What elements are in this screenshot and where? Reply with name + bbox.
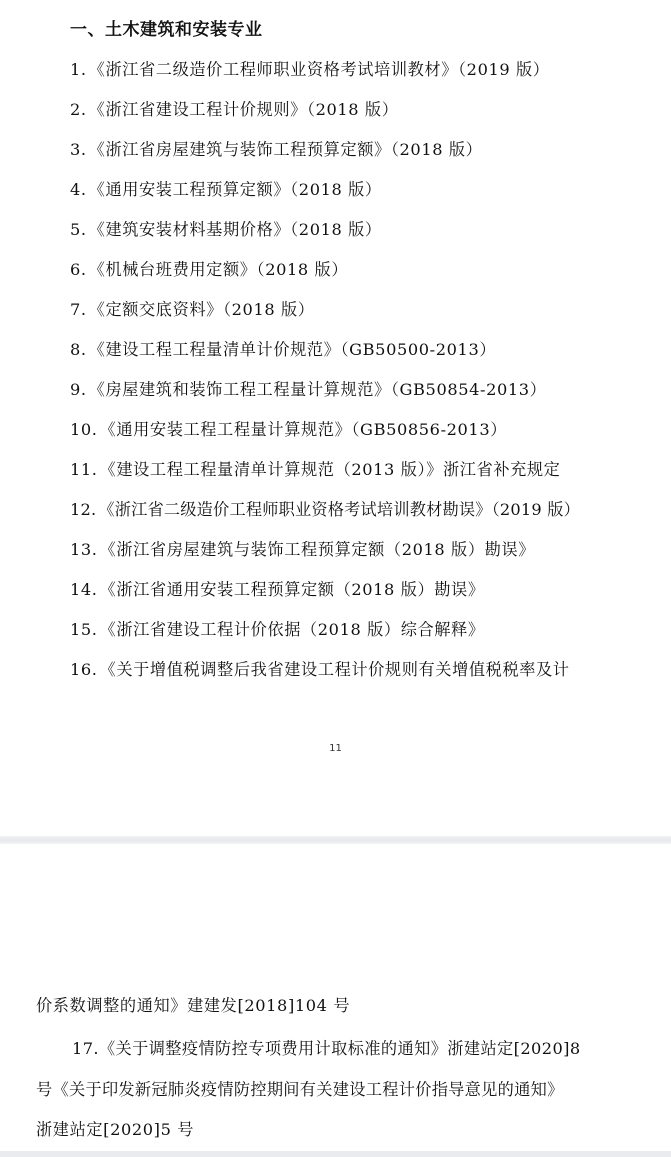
list-item: 7. 《定额交底资料》（2018 版）: [70, 300, 315, 319]
continued-line: 浙建站定[2020]5 号: [36, 1120, 195, 1139]
list-item: 1. 《浙江省二级造价工程师职业资格考试培训教材》（2019 版）: [70, 60, 550, 79]
list-item: 5. 《建筑安装材料基期价格》（2018 版）: [70, 220, 382, 239]
section-heading: 一、土木建筑和安装专业: [70, 20, 263, 40]
list-item: 4. 《通用安装工程预算定额》（2018 版）: [70, 180, 382, 199]
continued-line: 价系数调整的通知》建建发[2018]104 号: [36, 996, 351, 1015]
list-item: 11. 《建设工程工程量清单计算规范（2013 版）》浙江省补充规定: [70, 460, 561, 479]
list-item-17: 17.《关于调整疫情防控专项费用计取标准的通知》浙建站定[2020]8: [72, 1039, 581, 1058]
document-page-12: [0, 844, 671, 1157]
list-item: 13. 《浙江省房屋建筑与装饰工程预算定额（2018 版）勘误》: [70, 540, 535, 559]
list-item: 12. 《浙江省二级造价工程师职业资格考试培训教材勘误》（2019 版）: [70, 500, 581, 519]
list-item: 10. 《通用安装工程工程量计算规范》（GB50856-2013）: [70, 420, 508, 439]
list-item: 6. 《机械台班费用定额》（2018 版）: [70, 260, 349, 279]
list-item: 9. 《房屋建筑和装饰工程工程量计算规范》（GB50854-2013）: [70, 380, 547, 399]
list-item: 8. 《建设工程工程量清单计价规范》（GB50500-2013）: [70, 340, 497, 359]
list-item: 2. 《浙江省建设工程计价规则》（2018 版）: [70, 100, 399, 119]
list-item: 14. 《浙江省通用安装工程预算定额（2018 版）勘误》: [70, 580, 485, 599]
page-divider: [0, 1151, 671, 1157]
page-number: 11: [329, 743, 342, 754]
list-item: 16. 《关于增值税调整后我省建设工程计价规则有关增值税税率及计: [70, 660, 570, 679]
continued-line: 号《关于印发新冠肺炎疫情防控期间有关建设工程计价指导意见的通知》: [36, 1080, 564, 1099]
page-divider: [0, 836, 671, 844]
list-item: 3. 《浙江省房屋建筑与装饰工程预算定额》（2018 版）: [70, 140, 483, 159]
list-item: 15. 《浙江省建设工程计价依据（2018 版）综合解释》: [70, 620, 485, 639]
